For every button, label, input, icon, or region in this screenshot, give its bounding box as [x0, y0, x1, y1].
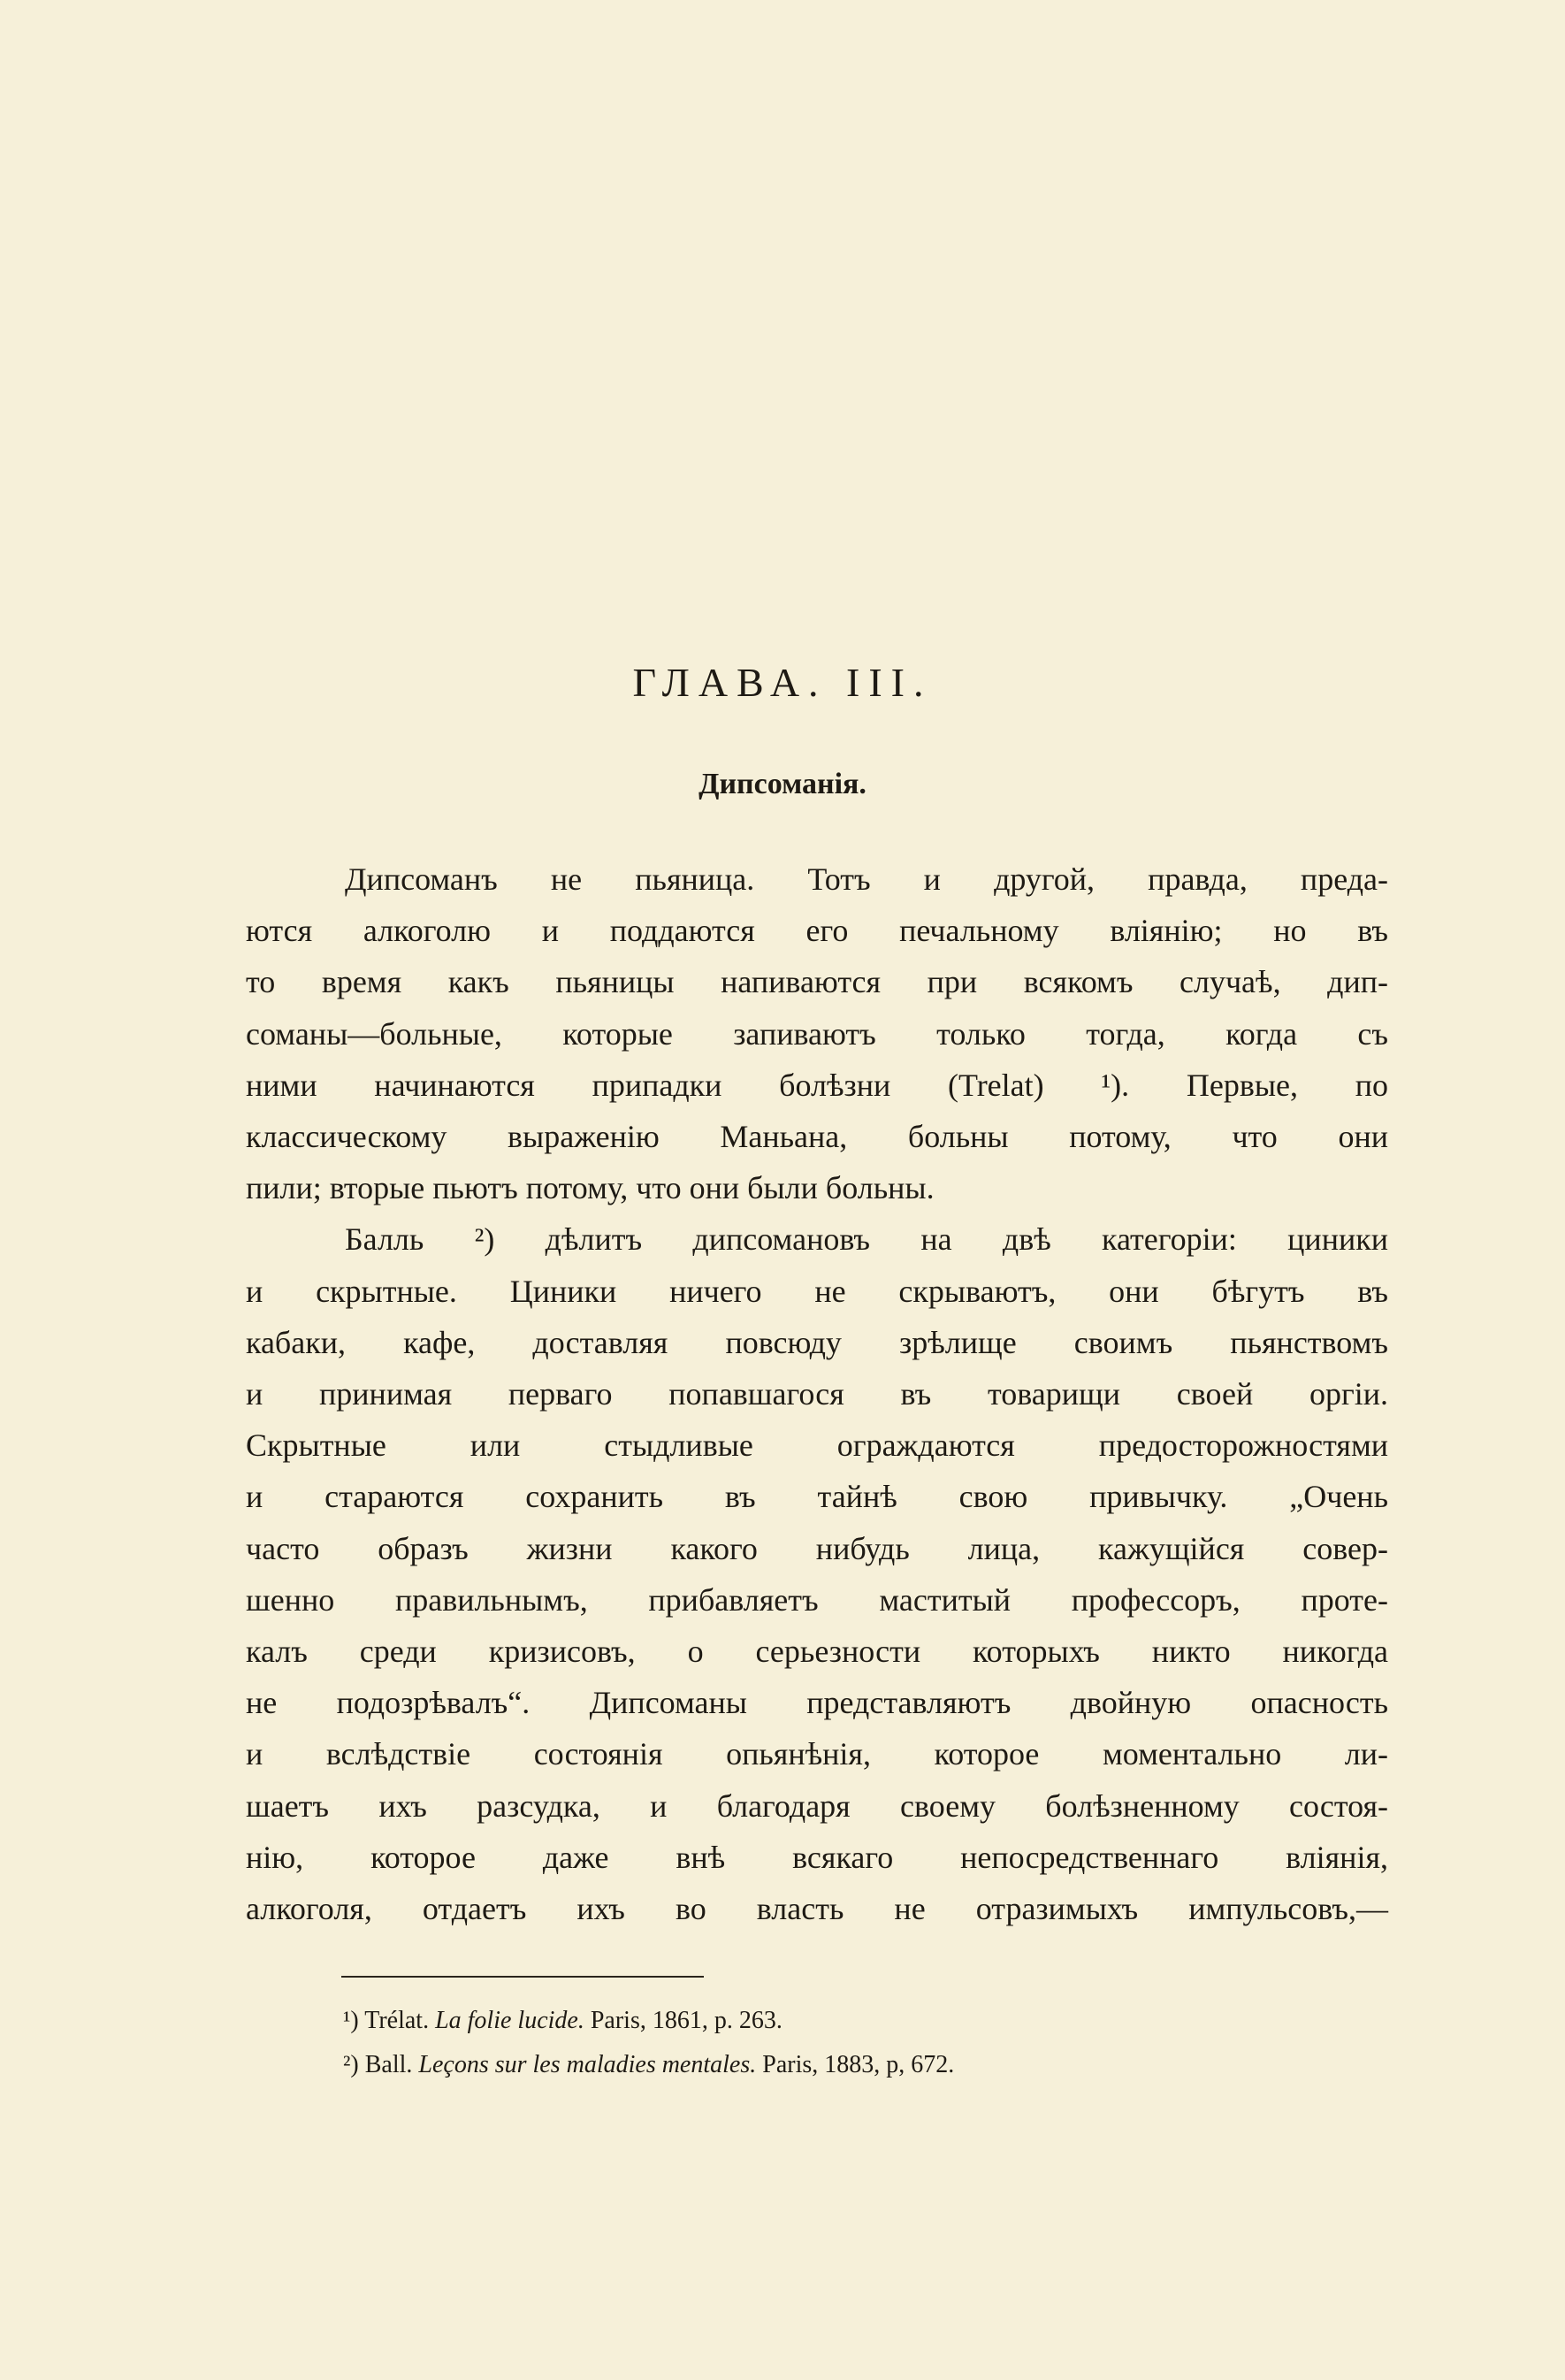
footnote-details: Paris, 1861, p. 263. [590, 2007, 782, 2034]
footnote-title: Leçons sur les maladies mentales. [418, 2051, 757, 2078]
footnote-title: La folie lucide. [435, 2007, 584, 2034]
text-line: то время какъ пьяницы напиваются при всякомъ случаѣ, дип- [246, 964, 1388, 1000]
footnote-details: Paris, 1883, p, 672. [762, 2051, 955, 2078]
body-text [246, 853, 1388, 1934]
text-line: и стараются сохранить въ тайнѣ свою привычку. „Очень [246, 1479, 1388, 1515]
footnote-divider [341, 1976, 704, 1978]
text-line: ются алкоголю и поддаются его печальному вліянію; но въ [246, 913, 1388, 949]
footnote [343, 2043, 1316, 2087]
text-line: Скрытные или стыдливые ограждаются предосторожностями [246, 1427, 1388, 1464]
chapter-heading: ГЛАВА. III. [632, 660, 933, 705]
text-line: соманы—больные, которые запиваютъ только тогда, когда съ [246, 1015, 1388, 1052]
footnote-mark: ²) [343, 2051, 359, 2078]
text-line: ними начинаются припадки болѣзни (Trelat) ¹). Первые, по [246, 1067, 1388, 1103]
chapter-title: Дипсоманія. [699, 768, 866, 800]
text-line: Дипсоманъ не пьяница. Тотъ и другой, правда, преда- [345, 861, 1388, 897]
text-line: и вслѣдствіе состоянія опьянѣнія, которое моментально ли- [246, 1736, 1388, 1772]
text-line: не подозрѣвалъ“. Дипсоманы представляютъ двойную опасность [246, 1685, 1388, 1721]
footnotes [343, 1999, 1316, 2087]
text-line: алкоголя, отдаетъ ихъ во власть не отразимыхъ импульсовъ,— [246, 1891, 1388, 1927]
text-line: нію, которое даже внѣ всякаго непосредственнаго вліянія, [246, 1839, 1388, 1875]
footnote [343, 1999, 1316, 2043]
text-line: и скрытные. Циники ничего не скрываютъ, они бѣгутъ въ [246, 1273, 1388, 1309]
text-line: кабаки, кафе, доставляя повсюду зрѣлище своимъ пьянствомъ [246, 1324, 1388, 1360]
text-line: часто образъ жизни какого нибудь лица, кажущійся совер- [246, 1530, 1388, 1566]
text-line: шаетъ ихъ разсудка, и благодаря своему болѣзненному состоя- [246, 1787, 1388, 1824]
footnote-author: Ball. [364, 2051, 413, 2078]
text-line: калъ среди кризисовъ, о серьезности которыхъ никто никогда [246, 1634, 1388, 1670]
text-line: шенно правильнымъ, прибавляетъ маститый профессоръ, проте- [246, 1581, 1388, 1618]
text-line: и принимая перваго попавшагося въ товарищи своей оргіи. [246, 1376, 1388, 1412]
footnote-author: Trélat. [364, 2007, 430, 2034]
text-line: классическому выраженію Маньана, больны потому, что они [246, 1119, 1388, 1155]
footnote-mark: ¹) [343, 2007, 359, 2034]
text-line: пили; вторые пьютъ потому, что они были больны. [246, 1170, 935, 1206]
text-line: Балль ²) дѣлитъ дипсомановъ на двѣ категоріи: циники [345, 1221, 1388, 1258]
